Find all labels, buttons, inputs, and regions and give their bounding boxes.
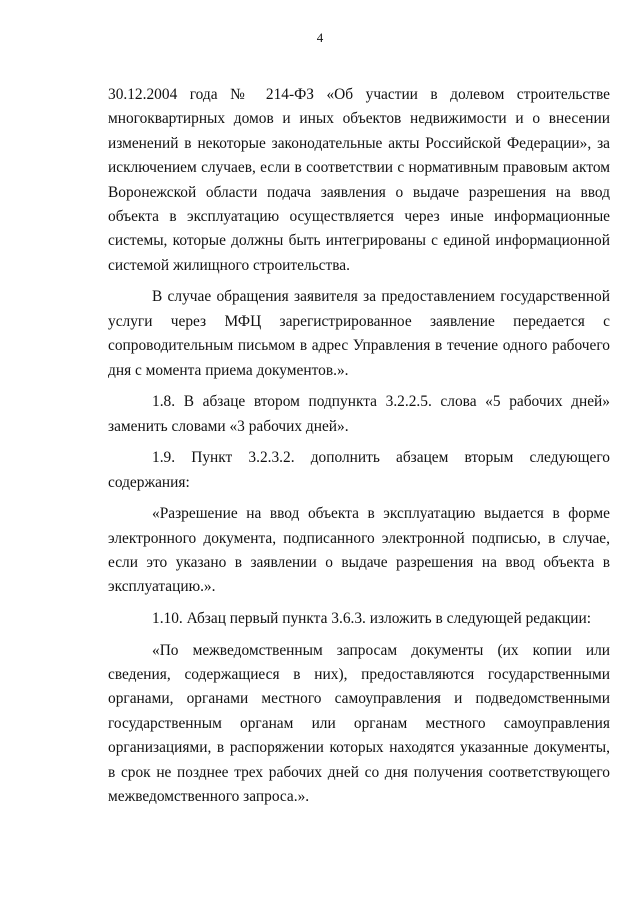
paragraph-quote-electronic-permit: «Разрешение на ввод объекта в эксплуатацию выдается в форме электронного документа, подписанного электронной подписью, в случае, если это указано в заявлении о выдаче разрешения на ввод объекта в эксплуатацию.».	[108, 505, 610, 596]
page-number: 4	[316, 30, 324, 45]
paragraph-amendment-1-10: 1.10. Абзац первый пункта 3.6.3. изложить в следующей редакции:	[152, 610, 592, 628]
paragraph-amendment-1-9: 1.9. Пункт 3.2.3.2. дополнить абзацем вторым следующего содержания:	[108, 449, 610, 491]
paragraph-continuation: 30.12.2004 года № 214-ФЗ «Об участии в долевом строительстве многоквартирных домов и иных объектов недвижимости и о внесении изменений в некоторые законодательные акты Российской Федерации», за исключением случаев, если в соответствии с нормативным правовым актом Воронежской области подача заявления о выдаче разрешения на ввод объекта в эксплуатацию осуществляется через иные информационные системы, которые должны быть интегрированы с единой информационной системой жилищного строительства.	[108, 86, 610, 274]
paragraph-quote-interagency-requests: «По межведомственным запросам документы (их копии или сведения, содержащиеся в них), предоставляются государственными органами, органами местного самоуправления и подведомственными государственным органам или органам местного самоуправления организациями, в распоряжении которых находятся указанные документы, в срок не позднее трех рабочих дней со дня получения соответствующего межведомственного запроса.».	[108, 641, 610, 806]
paragraph-amendment-1-8: 1.8. В абзаце втором подпункта 3.2.2.5. слова «5 рабочих дней» заменить словами «3 рабочих дней».	[108, 393, 610, 435]
paragraph-mfc-application: В случае обращения заявителя за предоставлением государственной услуги через МФЦ зарегистрированное заявление передается с сопроводительным письмом в адрес Управления в течение одного рабочего дня с момента приема документов.».	[108, 288, 610, 379]
document-body	[108, 83, 610, 810]
